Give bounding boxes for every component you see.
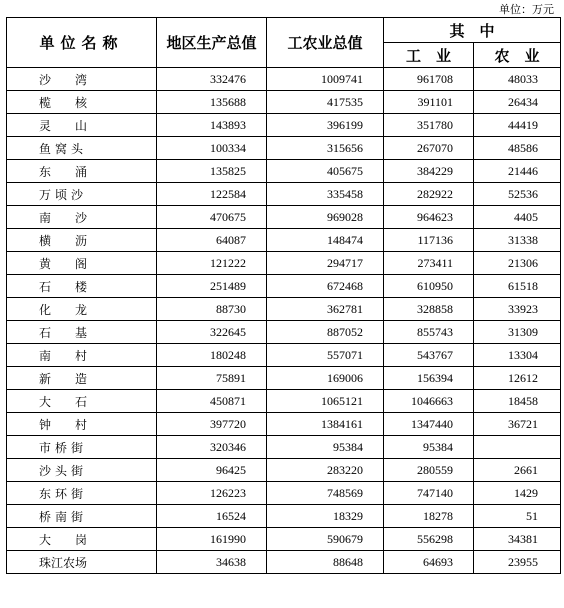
row-total: 294717 (267, 252, 384, 275)
row-agriculture: 26434 (474, 91, 561, 114)
row-total: 283220 (267, 459, 384, 482)
row-name: 化龙 (7, 298, 157, 321)
row-agriculture: 12612 (474, 367, 561, 390)
row-name: 万顷沙 (7, 183, 157, 206)
row-agriculture: 21306 (474, 252, 561, 275)
row-gdp: 75891 (157, 367, 267, 390)
table-row (7, 91, 561, 114)
row-agriculture: 48033 (474, 68, 561, 91)
row-total: 887052 (267, 321, 384, 344)
row-total: 590679 (267, 528, 384, 551)
table-row (7, 482, 561, 505)
table-row (7, 206, 561, 229)
row-name: 南村 (7, 344, 157, 367)
row-name: 横沥 (7, 229, 157, 252)
row-total: 748569 (267, 482, 384, 505)
table-row (7, 252, 561, 275)
row-industry: 1347440 (384, 413, 474, 436)
table-row (7, 528, 561, 551)
row-name: 桥南街 (7, 505, 157, 528)
row-total: 315656 (267, 137, 384, 160)
row-industry: 1046663 (384, 390, 474, 413)
row-gdp: 16524 (157, 505, 267, 528)
row-gdp: 161990 (157, 528, 267, 551)
row-industry: 156394 (384, 367, 474, 390)
row-gdp: 332476 (157, 68, 267, 91)
row-agriculture: 44419 (474, 114, 561, 137)
table-row (7, 390, 561, 413)
row-industry: 556298 (384, 528, 474, 551)
row-agriculture: 52536 (474, 183, 561, 206)
row-agriculture (474, 436, 561, 459)
table-row (7, 459, 561, 482)
row-total: 1065121 (267, 390, 384, 413)
row-industry: 961708 (384, 68, 474, 91)
row-name: 石楼 (7, 275, 157, 298)
row-total: 88648 (267, 551, 384, 574)
table-row (7, 229, 561, 252)
row-agriculture: 51 (474, 505, 561, 528)
row-agriculture: 48586 (474, 137, 561, 160)
row-industry: 328858 (384, 298, 474, 321)
row-industry: 747140 (384, 482, 474, 505)
row-name: 新造 (7, 367, 157, 390)
row-industry: 543767 (384, 344, 474, 367)
row-total: 417535 (267, 91, 384, 114)
row-agriculture: 34381 (474, 528, 561, 551)
row-total: 335458 (267, 183, 384, 206)
table-row (7, 505, 561, 528)
table-row (7, 183, 561, 206)
row-agriculture: 31309 (474, 321, 561, 344)
row-gdp: 397720 (157, 413, 267, 436)
table-row (7, 298, 561, 321)
table-row (7, 321, 561, 344)
table-row (7, 344, 561, 367)
row-agriculture: 61518 (474, 275, 561, 298)
row-total: 396199 (267, 114, 384, 137)
row-gdp: 126223 (157, 482, 267, 505)
row-total: 18329 (267, 505, 384, 528)
row-name: 大石 (7, 390, 157, 413)
row-industry: 391101 (384, 91, 474, 114)
header-total: 工农业总值 (267, 18, 384, 68)
row-total: 362781 (267, 298, 384, 321)
table-row (7, 114, 561, 137)
row-gdp: 100334 (157, 137, 267, 160)
row-industry: 64693 (384, 551, 474, 574)
row-gdp: 135688 (157, 91, 267, 114)
row-total: 969028 (267, 206, 384, 229)
row-agriculture: 21446 (474, 160, 561, 183)
row-name: 市桥街 (7, 436, 157, 459)
table-row (7, 137, 561, 160)
row-industry: 855743 (384, 321, 474, 344)
header-industry: 工 业 (384, 43, 474, 68)
row-industry: 964623 (384, 206, 474, 229)
row-industry: 18278 (384, 505, 474, 528)
row-industry: 282922 (384, 183, 474, 206)
row-total: 1384161 (267, 413, 384, 436)
row-gdp: 64087 (157, 229, 267, 252)
row-name: 南沙 (7, 206, 157, 229)
row-name: 黄阁 (7, 252, 157, 275)
row-name: 灵山 (7, 114, 157, 137)
table-row (7, 367, 561, 390)
row-name: 珠江农场 (7, 551, 157, 574)
row-industry: 280559 (384, 459, 474, 482)
row-name: 石基 (7, 321, 157, 344)
table-row (7, 160, 561, 183)
row-total: 148474 (267, 229, 384, 252)
header-gdp: 地区生产总值 (157, 18, 267, 68)
row-total: 169006 (267, 367, 384, 390)
row-name: 大岗 (7, 528, 157, 551)
row-gdp: 121222 (157, 252, 267, 275)
table-row (7, 436, 561, 459)
row-gdp: 251489 (157, 275, 267, 298)
row-gdp: 34638 (157, 551, 267, 574)
row-agriculture: 23955 (474, 551, 561, 574)
row-total: 557071 (267, 344, 384, 367)
row-gdp: 320346 (157, 436, 267, 459)
row-name: 榄核 (7, 91, 157, 114)
row-agriculture: 4405 (474, 206, 561, 229)
row-gdp: 180248 (157, 344, 267, 367)
row-total: 672468 (267, 275, 384, 298)
statistics-table (6, 17, 561, 574)
unit-label: 单位：万元 (499, 3, 554, 16)
row-total: 1009741 (267, 68, 384, 91)
row-agriculture: 36721 (474, 413, 561, 436)
row-gdp: 88730 (157, 298, 267, 321)
row-industry: 384229 (384, 160, 474, 183)
row-name: 沙湾 (7, 68, 157, 91)
row-industry: 351780 (384, 114, 474, 137)
row-name: 东涌 (7, 160, 157, 183)
row-agriculture: 1429 (474, 482, 561, 505)
header-agriculture: 农 业 (474, 43, 561, 68)
row-agriculture: 33923 (474, 298, 561, 321)
row-agriculture: 2661 (474, 459, 561, 482)
row-gdp: 96425 (157, 459, 267, 482)
row-agriculture: 18458 (474, 390, 561, 413)
table-row (7, 275, 561, 298)
row-agriculture: 13304 (474, 344, 561, 367)
row-industry: 267070 (384, 137, 474, 160)
row-gdp: 122584 (157, 183, 267, 206)
row-name: 东环街 (7, 482, 157, 505)
row-gdp: 322645 (157, 321, 267, 344)
row-industry: 117136 (384, 229, 474, 252)
table-row (7, 551, 561, 574)
row-industry: 273411 (384, 252, 474, 275)
header-group: 其 中 (384, 18, 561, 43)
row-name: 钟村 (7, 413, 157, 436)
row-agriculture: 31338 (474, 229, 561, 252)
row-name: 沙头街 (7, 459, 157, 482)
row-gdp: 470675 (157, 206, 267, 229)
header-name: 单位名称 (7, 18, 157, 68)
table-row (7, 68, 561, 91)
table-row (7, 413, 561, 436)
row-gdp: 135825 (157, 160, 267, 183)
row-industry: 95384 (384, 436, 474, 459)
row-industry: 610950 (384, 275, 474, 298)
row-gdp: 143893 (157, 114, 267, 137)
row-gdp: 450871 (157, 390, 267, 413)
row-name: 鱼窝头 (7, 137, 157, 160)
row-total: 405675 (267, 160, 384, 183)
row-total: 95384 (267, 436, 384, 459)
